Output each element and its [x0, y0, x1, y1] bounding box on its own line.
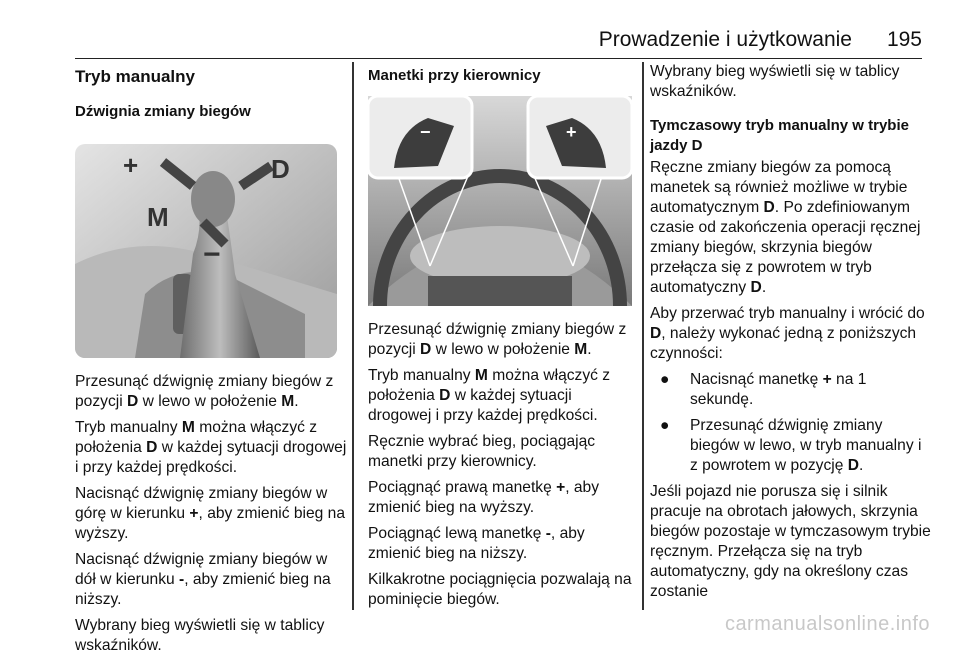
- list-item: ● Przesunąć dźwignię zmiany biegów w lewo, w tryb manualny i z powrotem w pozycję D.: [660, 417, 922, 474]
- column-divider: [352, 62, 354, 610]
- paragraph: Pociągnąć lewą manetkę -, aby zmienić bieg na niższy.: [368, 525, 585, 562]
- m-label: M: [147, 202, 169, 232]
- bullet-icon: ●: [660, 417, 670, 434]
- subsection-heading: Tymczasowy tryb manualny w trybie jazdy D: [650, 117, 909, 154]
- page-header: [75, 24, 922, 59]
- watermark: carmanualsonline.info: [724, 613, 930, 635]
- d-label: D: [271, 154, 290, 184]
- paragraph: Przesunąć dźwignię zmiany biegów z pozycji D w lewo w położenie M.: [75, 373, 334, 410]
- paragraph: Jeśli pojazd nie porusza się i silnik pracuje na obrotach jałowych, skrzynia biegów pozostaje w tymczasowym trybie ręcznym. Przełącza się na tryb automatyczny, gdy na określony czas zostanie: [650, 483, 931, 600]
- paragraph: Wybrany bieg wyświetli się w tablicy wskaźników.: [75, 617, 325, 654]
- paragraph: Przesunąć dźwignię zmiany biegów z pozycji D w lewo w położenie M.: [368, 321, 627, 358]
- section-heading: Tryb manualny: [75, 67, 195, 86]
- paragraph: Kilkakrotne pociągnięcia pozwalają na pominięcie biegów.: [368, 571, 632, 608]
- paragraph: Nacisnąć dźwignię zmiany biegów w górę w kierunku +, aby zmienić bieg na wyższy.: [75, 485, 346, 542]
- steering-paddles-illustration: [368, 96, 632, 306]
- column-2: [368, 62, 634, 616]
- subsection-heading: Dźwignia zmiany biegów: [75, 103, 251, 120]
- paragraph: Aby przerwać tryb manualny i wrócić do D, należy wykonać jedną z poniższych czynności:: [650, 305, 925, 362]
- paragraph: Nacisnąć dźwignię zmiany biegów w dół w kierunku -, aby zmienić bieg na niższy.: [75, 551, 331, 608]
- plus-label: +: [123, 150, 139, 180]
- paragraph: Pociągnąć prawą manetkę +, aby zmienić bieg na wyższy.: [368, 479, 600, 516]
- page-number: 195: [886, 28, 922, 51]
- paragraph: Ręcznie wybrać bieg, pociągając manetki przy kierownicy.: [368, 433, 596, 470]
- page-title: Prowadzenie i użytkowanie: [598, 28, 852, 51]
- column-divider: [642, 62, 644, 610]
- paragraph: Wybrany bieg wyświetli się w tablicy wskaźników.: [650, 63, 900, 100]
- minus-label: −: [203, 238, 221, 271]
- bullet-icon: ●: [660, 371, 670, 388]
- paragraph: Tryb manualny M można włączyć z położenia D w każdej sytuacji drogowej i przy każdej prędkości.: [368, 367, 611, 424]
- paragraph: Ręczne zmiany biegów za pomocą manetek są również możliwe w trybie automatycznym D. Po zdefiniowanym czasie od zakończenia operacji ręcznej zmiany biegów, skrzynia biegów przełącza się z powrotem w tryb automatyczny D.: [650, 159, 921, 296]
- column-1: [75, 62, 347, 662]
- column-3: [650, 62, 932, 608]
- paragraph: Tryb manualny M można włączyć z położenia D w każdej sytuacji drogowej i przy każdej prędkości.: [75, 419, 347, 476]
- gear-lever-illustration: [75, 144, 337, 358]
- paddle-plus-label: +: [566, 122, 577, 142]
- bullet-list: [650, 370, 932, 476]
- subsection-heading: Manetki przy kierownicy: [368, 67, 541, 84]
- paddle-minus-label: −: [420, 122, 431, 142]
- list-item: ● Nacisnąć manetkę + na 1 sekundę.: [660, 371, 867, 408]
